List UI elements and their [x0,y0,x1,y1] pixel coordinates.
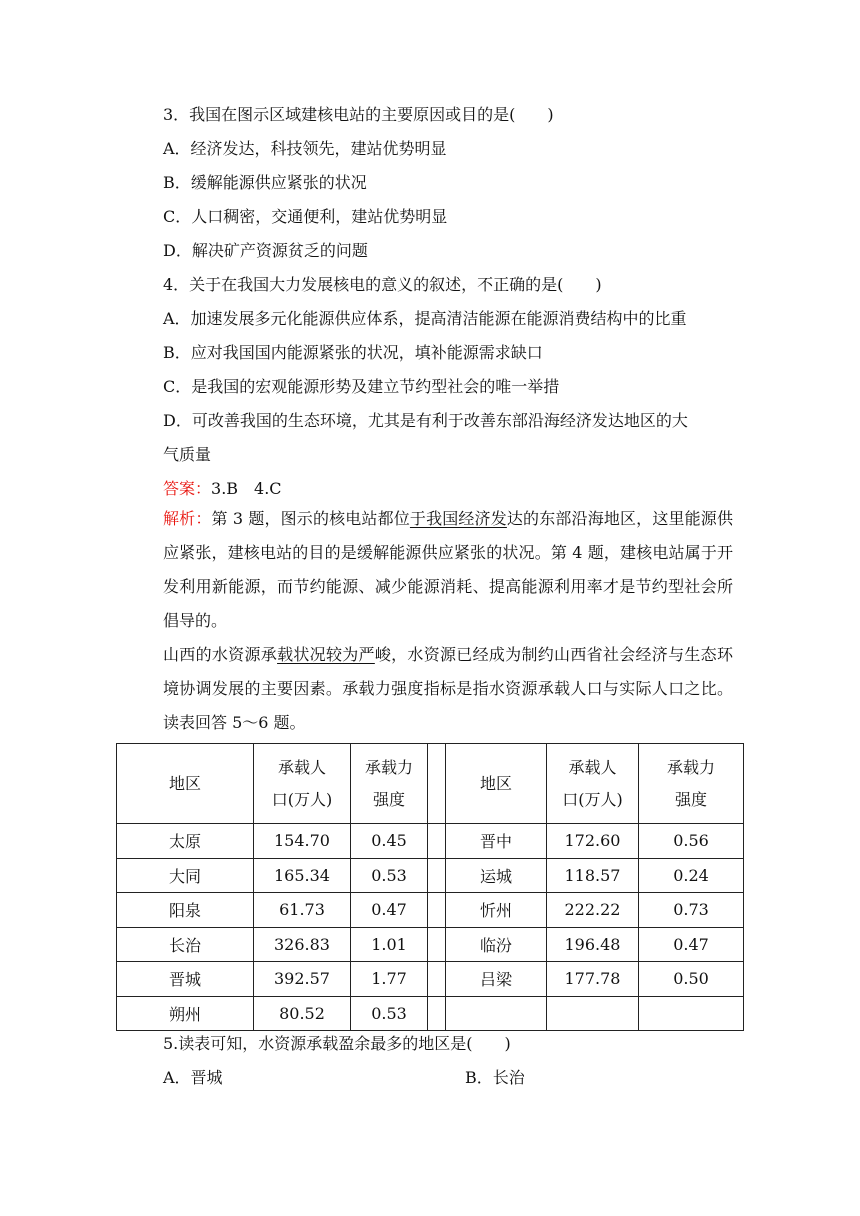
header-pop-right [547,744,639,824]
q3-option-c: C．人口稠密，交通便利，建站优势明显 [163,207,448,226]
table-gap [428,824,446,859]
region-cell: 临汾 [446,927,547,962]
q3-stem: 3．我国在图示区域建核电站的主要原因或目的是( ) [163,105,554,124]
intro-underlined: 载状况较为严 [277,645,375,664]
region-cell: 朔州 [117,996,254,1031]
pop-cell: 196.48 [547,927,639,962]
table-gap [428,962,446,997]
intro-text-1: 山西的水资源承 [163,645,278,664]
header-region-right: 地区 [446,744,547,824]
q5-option-a: A．晋城 [163,1068,223,1087]
region-cell-empty [446,996,547,1031]
header-intensity-right [639,744,744,824]
pop-cell-empty [547,996,639,1031]
analysis-label: 解析： [163,509,212,528]
header-intensity-line2: 强度 [674,789,707,809]
region-cell: 运城 [446,858,547,893]
q4-option-d-line1: D．可改善我国的生态环境，尤其是有利于改善东部沿海经济发达地区的大 [163,411,688,430]
intensity-cell: 0.53 [351,858,428,893]
table-row [117,927,744,962]
intensity-cell: 0.56 [639,824,744,859]
intensity-cell: 0.53 [351,996,428,1031]
pop-cell: 172.60 [547,824,639,859]
header-pop-line2: 口(万人) [271,789,333,809]
intro-paragraph [163,638,733,740]
region-cell: 太原 [117,824,254,859]
header-pop-line1: 承载人 [568,757,617,777]
q4-option-d-line2: 气质量 [163,445,212,464]
table-header-row [117,744,744,824]
region-cell: 大同 [117,858,254,893]
q4-option-a: A．加速发展多元化能源供应体系，提高清洁能源在能源消费结构中的比重 [163,309,687,328]
answer [163,479,282,499]
q3-option-b: B．缓解能源供应紧张的状况 [163,173,367,192]
answer-text: 3.B 4.C [211,479,282,498]
intensity-cell: 0.73 [639,893,744,928]
header-intensity-line1: 承载力 [666,757,715,777]
table-gap [428,927,446,962]
analysis [163,502,733,638]
region-cell: 晋城 [117,962,254,997]
pop-cell: 222.22 [547,893,639,928]
answer-label: 答案： [163,479,212,498]
table-gap [428,858,446,893]
region-cell: 长治 [117,927,254,962]
pop-cell: 326.83 [254,927,351,962]
q4-stem: 4．关于在我国大力发展核电的意义的叙述，不正确的是( ) [163,275,602,294]
q3-option-a: A．经济发达，科技领先，建站优势明显 [163,139,447,158]
table-row [117,858,744,893]
header-intensity-line2: 强度 [372,789,405,809]
q4-option-b: B．应对我国国内能源紧张的状况，填补能源需求缺口 [163,343,543,362]
q5-option-b: B．长治 [465,1068,525,1087]
analysis-text-1: 第 3 题，图示的核电站都位 [211,509,410,528]
intensity-cell: 1.77 [351,962,428,997]
region-cell: 忻州 [446,893,547,928]
header-pop-line2: 口(万人) [562,789,623,809]
intensity-cell: 0.50 [639,962,744,997]
intensity-cell: 1.01 [351,927,428,962]
intensity-cell: 0.45 [351,824,428,859]
header-pop-line1: 承载人 [277,757,326,777]
header-intensity-line1: 承载力 [364,757,413,777]
table-gap [428,893,446,928]
q3-option-d: D．解决矿产资源贫乏的问题 [163,241,368,260]
analysis-underlined: 于我国经济发 [409,509,507,528]
table-row [117,962,744,997]
pop-cell: 392.57 [254,962,351,997]
intensity-cell: 0.47 [639,927,744,962]
pop-cell: 61.73 [254,893,351,928]
water-capacity-table [116,743,744,1031]
region-cell: 阳泉 [117,893,254,928]
table-gap [428,996,446,1031]
region-cell: 吕梁 [446,962,547,997]
pop-cell: 118.57 [547,858,639,893]
q5-stem: 5.读表可知，水资源承载盈余最多的地区是( ) [163,1034,511,1053]
intensity-cell-empty [639,996,744,1031]
table-gap [428,744,446,824]
pop-cell: 80.52 [254,996,351,1031]
header-intensity-left [351,744,428,824]
table-row [117,996,744,1031]
pop-cell: 154.70 [254,824,351,859]
intensity-cell: 0.47 [351,893,428,928]
pop-cell: 165.34 [254,858,351,893]
region-cell: 晋中 [446,824,547,859]
header-pop-left [254,744,351,824]
analysis-text-2: 达的东部沿海地区，这里能源供应紧张，建核电站的目的是缓解能源供应紧张的状况。第 4 题，建核电站属于开发利用新能源，而节约能源、减少能源消耗、提高能源利用率才是节约型社会所倡导的。 [163,509,733,630]
intensity-cell: 0.24 [639,858,744,893]
table-row [117,893,744,928]
table-row [117,824,744,859]
pop-cell: 177.78 [547,962,639,997]
intro-text-2: 峻，水资源已经成为制约山西省社会经济与生态环境协调发展的主要因素。承载力强度指标是指水资源承载人口与实际人口之比。读表回答 5～6 题。 [163,645,733,732]
q4-option-c: C．是我国的宏观能源形势及建立节约型社会的唯一举措 [163,377,560,396]
header-region-left: 地区 [117,744,254,824]
